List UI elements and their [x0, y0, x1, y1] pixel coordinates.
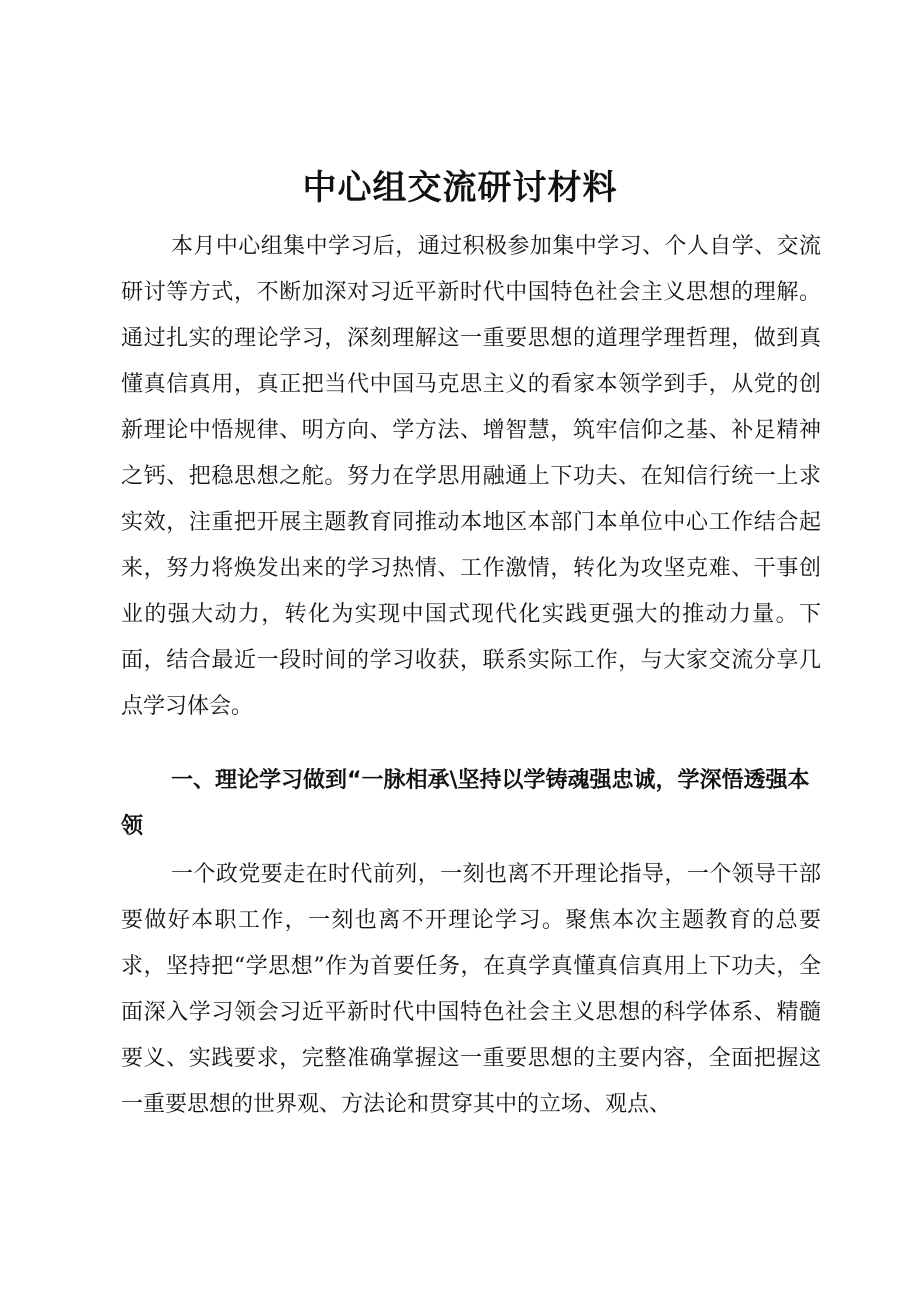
document-title: 中心组交流研讨材料 — [302, 168, 618, 208]
intro-paragraph: 本月中心组集中学习后，通过积极参加集中学习、个人自学、交流研讨等方式，不断加深对习近平新时代中国特色社会主义思想的理解。通过扎实的理论学习，深刻理解这一重要思想的道理学理哲理，做到真懂真信真用，真正把当代中国马克思主义的看家本领学到手，从党的创新理论中悟规律、明方向、学方法、增智慧，筑牢信仰之基、补足精神之钙、把稳思想之舵。努力在学思用融通上下功夫、在知信行统一上求实效，注重把开展主题教育同推动本地区本部门本单位中心工作结合起来，努力将焕发出来的学习热情、工作激情，转化为攻坚克难、干事创业的强大动力，转化为实现中国式现代化实践更强大的推动力量。下面，结合最近一段时间的学习收获，联系实际工作，与大家交流分享几点学习体会。 — [121, 234, 821, 719]
section-paragraph: 一个政党要走在时代前列，一刻也离不开理论指导，一个领导干部要做好本职工作，一刻也离不开理论学习。聚焦本次主题教育的总要求，坚持把“学思想”作为首要任务，在真学真懂真信真用上下功夫，全面深入学习领会习近平新时代中国特色社会主义思想的科学体系、精髓要义、实践要求，完整准确掌握这一重要思想的主要内容，全面把握这一重要思想的世界观、方法论和贯穿其中的立场、观点、 — [121, 862, 821, 1117]
section-heading: 一、理论学习做到“一脉相承\坚持以学铸魂强忠诚，学深悟透强本领 — [121, 768, 810, 839]
